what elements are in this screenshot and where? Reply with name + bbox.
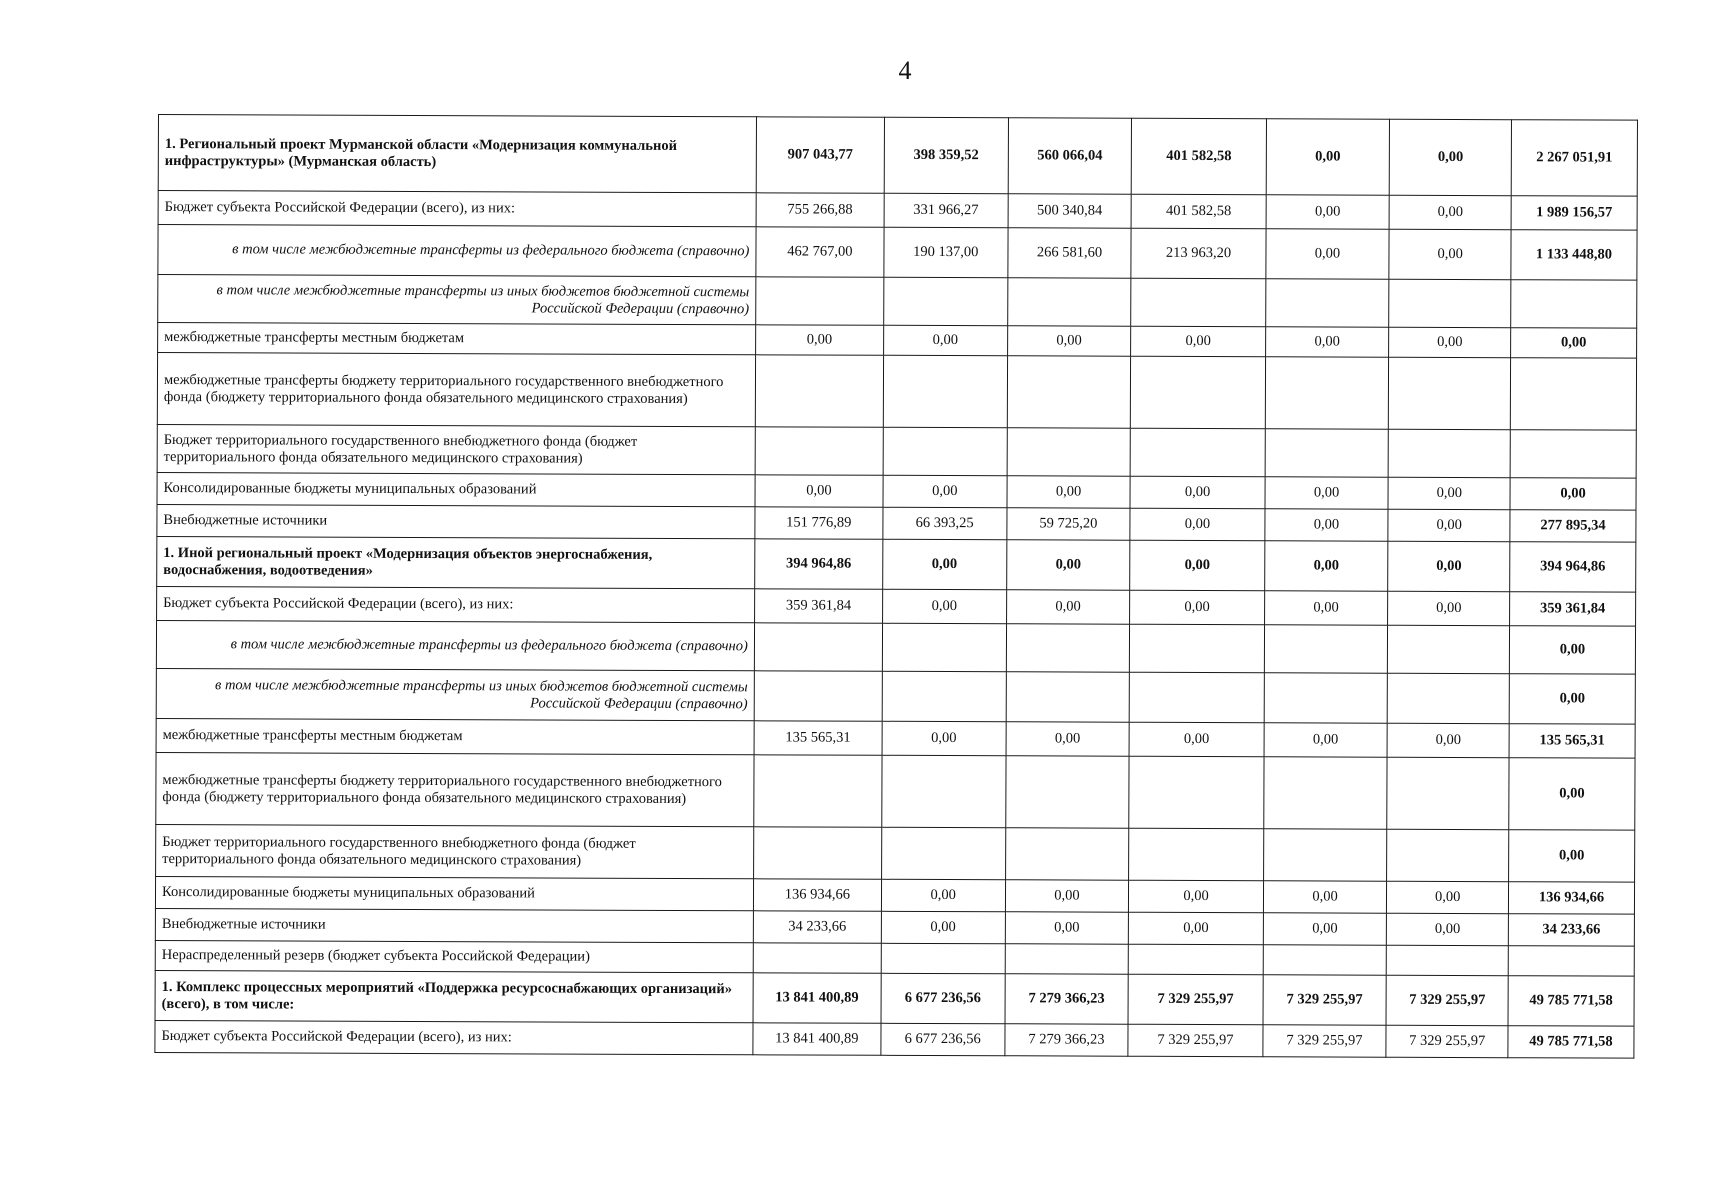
row-label: в том числе межбюджетные трансферты из иных бюджетов бюджетной системы Российской Федерации (справочно) bbox=[156, 668, 754, 720]
table-row bbox=[156, 668, 1635, 724]
value-cell: 401 582,58 bbox=[1132, 118, 1267, 195]
row-label: Бюджет субъекта Российской Федерации (всего), из них: bbox=[155, 1020, 753, 1054]
table-row bbox=[155, 970, 1634, 1026]
value-cell: 0,00 bbox=[1388, 509, 1510, 541]
table-row bbox=[157, 536, 1636, 592]
row-label: 1. Комплекс процессных мероприятий «Поддержка ресурсоснабжающих организаций» (всего), в том числе: bbox=[155, 970, 753, 1022]
value-cell: 0,00 bbox=[1266, 229, 1390, 279]
value-cell: 7 329 255,97 bbox=[1263, 975, 1387, 1025]
value-cell: 0,00 bbox=[1129, 912, 1263, 945]
value-cell bbox=[1263, 757, 1387, 829]
value-cell bbox=[1265, 357, 1389, 429]
value-cell: 190 137,00 bbox=[884, 227, 1008, 277]
row-label: Бюджет территориального государственного внебюджетного фонда (бюджет территориального фонда обязательного медицинского страхования) bbox=[156, 824, 754, 878]
value-cell: 0,00 bbox=[1129, 880, 1263, 913]
value-cell: 0,00 bbox=[1006, 540, 1130, 590]
value-cell: 66 393,25 bbox=[883, 507, 1007, 539]
value-cell: 0,00 bbox=[1265, 509, 1389, 541]
value-cell: 136 934,66 bbox=[753, 879, 881, 911]
value-cell bbox=[882, 755, 1006, 827]
value-cell bbox=[1130, 672, 1264, 723]
value-cell: 0,00 bbox=[1266, 119, 1390, 195]
value-cell bbox=[1389, 279, 1511, 327]
row-label: Нераспределенный резерв (бюджет субъекта Российской Федерации) bbox=[155, 940, 753, 972]
value-cell: 331 966,27 bbox=[884, 193, 1008, 227]
value-cell bbox=[1129, 756, 1264, 829]
value-cell bbox=[1131, 428, 1265, 477]
value-cell: 359 361,84 bbox=[754, 589, 882, 623]
total-cell bbox=[1510, 430, 1636, 478]
row-label: межбюджетные трансферты бюджету территориального государственного внебюджетного фонда (бюджету территориального фонда обязательного медицинского страхования) bbox=[156, 752, 754, 826]
value-cell: 394 964,86 bbox=[755, 539, 883, 589]
table-row bbox=[156, 824, 1635, 882]
value-cell bbox=[754, 671, 882, 721]
value-cell bbox=[1263, 829, 1387, 881]
value-cell: 0,00 bbox=[883, 539, 1007, 589]
value-cell bbox=[753, 827, 881, 879]
row-label: Бюджет субъекта Российской Федерации (всего), из них: bbox=[157, 586, 755, 622]
value-cell: 0,00 bbox=[755, 325, 883, 355]
value-cell: 0,00 bbox=[1130, 476, 1264, 509]
value-cell: 34 233,66 bbox=[753, 911, 881, 943]
value-cell: 560 066,04 bbox=[1008, 118, 1132, 194]
value-cell: 151 776,89 bbox=[755, 507, 883, 539]
value-cell bbox=[884, 277, 1008, 325]
value-cell: 0,00 bbox=[1389, 195, 1511, 229]
value-cell bbox=[882, 671, 1006, 721]
row-label: в том числе межбюджетные трансферты из иных бюджетов бюджетной системы Российской Федерации (справочно) bbox=[158, 275, 756, 325]
budget-table-body bbox=[155, 115, 1638, 1059]
table-row bbox=[157, 424, 1636, 478]
total-cell: 135 565,31 bbox=[1509, 724, 1635, 758]
total-cell: 0,00 bbox=[1509, 830, 1635, 882]
total-cell bbox=[1508, 946, 1634, 976]
value-cell: 0,00 bbox=[1129, 722, 1263, 757]
value-cell: 0,00 bbox=[1263, 881, 1387, 913]
row-label: Консолидированные бюджеты муниципальных образований bbox=[157, 472, 755, 506]
total-cell: 0,00 bbox=[1509, 626, 1635, 674]
value-cell: 0,00 bbox=[1005, 912, 1129, 944]
table-row bbox=[158, 275, 1637, 329]
value-cell bbox=[1131, 356, 1266, 429]
value-cell: 7 329 255,97 bbox=[1128, 1024, 1262, 1057]
value-cell: 398 359,52 bbox=[884, 117, 1008, 193]
value-cell: 0,00 bbox=[1389, 327, 1511, 357]
value-cell bbox=[755, 355, 883, 427]
value-cell bbox=[883, 427, 1007, 475]
value-cell: 0,00 bbox=[1265, 477, 1389, 509]
value-cell: 0,00 bbox=[883, 475, 1007, 507]
value-cell bbox=[1005, 756, 1129, 828]
table-row bbox=[155, 1020, 1634, 1058]
value-cell bbox=[1263, 945, 1387, 975]
table-row bbox=[157, 353, 1636, 431]
value-cell: 0,00 bbox=[882, 589, 1006, 623]
total-cell: 0,00 bbox=[1511, 328, 1637, 358]
table-row bbox=[156, 752, 1635, 830]
value-cell: 7 329 255,97 bbox=[1386, 1025, 1508, 1057]
table-row bbox=[156, 620, 1635, 674]
value-cell: 6 677 236,56 bbox=[881, 973, 1005, 1023]
total-cell: 0,00 bbox=[1509, 674, 1635, 724]
value-cell bbox=[1387, 945, 1509, 975]
total-cell: 1 133 448,80 bbox=[1511, 230, 1637, 280]
total-cell: 49 785 771,58 bbox=[1508, 976, 1634, 1026]
value-cell: 907 043,77 bbox=[756, 117, 884, 193]
value-cell: 13 841 400,89 bbox=[753, 973, 881, 1023]
value-cell bbox=[1387, 757, 1509, 829]
row-label: Внебюджетные источники bbox=[155, 908, 753, 942]
value-cell: 0,00 bbox=[1130, 590, 1264, 625]
row-label: 1. Региональный проект Мурманской области «Модернизация коммунальной инфраструктуры» (Мурманская область) bbox=[158, 115, 756, 193]
value-cell: 0,00 bbox=[881, 879, 1005, 911]
row-label: в том числе межбюджетные трансферты из федерального бюджета (справочно) bbox=[156, 620, 754, 670]
value-cell: 0,00 bbox=[1265, 327, 1389, 357]
row-label: межбюджетные трансферты бюджету территориального государственного внебюджетного фонда (бюджету территориального фонда обязательного медицинского страхования) bbox=[157, 353, 755, 427]
table-row bbox=[157, 586, 1636, 626]
value-cell: 0,00 bbox=[1387, 723, 1509, 757]
total-cell: 359 361,84 bbox=[1510, 592, 1636, 626]
value-cell: 0,00 bbox=[1388, 477, 1510, 509]
value-cell: 0,00 bbox=[1007, 326, 1131, 356]
value-cell bbox=[1265, 429, 1389, 477]
total-cell bbox=[1510, 358, 1636, 430]
total-cell: 1 989 156,57 bbox=[1511, 196, 1637, 230]
value-cell bbox=[881, 827, 1005, 879]
value-cell: 401 582,58 bbox=[1131, 194, 1265, 229]
row-label: межбюджетные трансферты местным бюджетам bbox=[158, 323, 756, 355]
value-cell bbox=[1007, 428, 1131, 476]
row-label: Консолидированные бюджеты муниципальных образований bbox=[155, 876, 753, 910]
value-cell: 0,00 bbox=[1264, 723, 1388, 757]
row-label: в том числе межбюджетные трансферты из федерального бюджета (справочно) bbox=[158, 225, 756, 277]
budget-table bbox=[154, 114, 1638, 1059]
value-cell bbox=[1264, 625, 1388, 673]
total-cell: 136 934,66 bbox=[1509, 882, 1635, 914]
value-cell bbox=[881, 943, 1005, 973]
total-cell: 2 267 051,91 bbox=[1511, 120, 1637, 196]
value-cell: 0,00 bbox=[1389, 229, 1511, 279]
value-cell: 135 565,31 bbox=[754, 721, 882, 755]
value-cell bbox=[1006, 672, 1130, 722]
table-row bbox=[158, 225, 1637, 281]
value-cell: 0,00 bbox=[1007, 476, 1131, 508]
total-cell: 277 895,34 bbox=[1510, 510, 1636, 542]
total-cell: 34 233,66 bbox=[1508, 914, 1634, 946]
value-cell bbox=[1389, 357, 1511, 429]
value-cell: 0,00 bbox=[1005, 880, 1129, 912]
value-cell: 0,00 bbox=[1263, 913, 1387, 945]
value-cell: 266 581,60 bbox=[1008, 228, 1132, 278]
value-cell: 7 329 255,97 bbox=[1263, 1025, 1387, 1057]
value-cell: 0,00 bbox=[1131, 326, 1265, 357]
table-row bbox=[158, 115, 1637, 197]
value-cell bbox=[755, 427, 883, 475]
value-cell: 0,00 bbox=[1264, 541, 1388, 591]
value-cell: 7 329 255,97 bbox=[1128, 974, 1262, 1025]
value-cell bbox=[1007, 356, 1131, 428]
total-cell: 0,00 bbox=[1509, 758, 1635, 830]
value-cell: 0,00 bbox=[1130, 540, 1264, 591]
value-cell bbox=[1129, 944, 1263, 975]
value-cell: 0,00 bbox=[1006, 722, 1130, 756]
value-cell bbox=[754, 755, 882, 827]
value-cell bbox=[754, 623, 882, 671]
value-cell bbox=[1005, 944, 1129, 974]
value-cell bbox=[1006, 624, 1130, 672]
row-label: межбюджетные трансферты местным бюджетам bbox=[156, 718, 754, 754]
total-cell bbox=[1511, 280, 1637, 328]
value-cell bbox=[882, 623, 1006, 671]
value-cell bbox=[1265, 279, 1389, 327]
value-cell bbox=[1389, 429, 1511, 477]
value-cell bbox=[1130, 624, 1264, 673]
table-row bbox=[158, 191, 1637, 231]
value-cell bbox=[883, 355, 1007, 427]
row-label: Бюджет субъекта Российской Федерации (всего), из них: bbox=[158, 191, 756, 227]
value-cell: 13 841 400,89 bbox=[753, 1023, 881, 1055]
value-cell bbox=[1388, 625, 1510, 673]
value-cell: 0,00 bbox=[882, 721, 1006, 755]
value-cell: 0,00 bbox=[1388, 541, 1510, 591]
total-cell: 49 785 771,58 bbox=[1508, 1026, 1634, 1058]
value-cell bbox=[1131, 278, 1265, 327]
value-cell: 462 767,00 bbox=[756, 227, 884, 277]
value-cell: 213 963,20 bbox=[1131, 228, 1265, 279]
value-cell bbox=[1387, 829, 1509, 881]
value-cell: 0,00 bbox=[1388, 591, 1510, 625]
value-cell: 7 279 366,23 bbox=[1005, 1024, 1129, 1056]
value-cell bbox=[753, 943, 881, 973]
value-cell: 0,00 bbox=[881, 911, 1005, 943]
total-cell: 0,00 bbox=[1510, 478, 1636, 510]
row-label: Бюджет территориального государственного внебюджетного фонда (бюджет территориального фонда обязательного медицинского страхования) bbox=[157, 424, 755, 474]
value-cell bbox=[1264, 673, 1388, 723]
value-cell: 0,00 bbox=[1130, 508, 1264, 541]
value-cell: 59 725,20 bbox=[1006, 508, 1130, 540]
value-cell: 0,00 bbox=[1390, 119, 1512, 195]
row-label: 1. Иной региональный проект «Модернизация объектов энергоснабжения, водоснабжения, водоотведения» bbox=[157, 536, 755, 588]
value-cell: 0,00 bbox=[1387, 913, 1509, 945]
value-cell: 0,00 bbox=[1387, 881, 1509, 913]
value-cell bbox=[756, 277, 884, 325]
table-row bbox=[156, 718, 1635, 758]
page-number: 4 bbox=[898, 56, 912, 85]
value-cell: 6 677 236,56 bbox=[881, 1023, 1005, 1055]
value-cell: 0,00 bbox=[1006, 590, 1130, 624]
value-cell bbox=[1129, 828, 1263, 881]
value-cell bbox=[1005, 828, 1129, 880]
row-label: Внебюджетные источники bbox=[157, 504, 755, 538]
value-cell bbox=[1007, 278, 1131, 326]
value-cell bbox=[1388, 673, 1510, 723]
value-cell: 0,00 bbox=[1266, 195, 1390, 229]
value-cell: 0,00 bbox=[883, 325, 1007, 355]
value-cell: 755 266,88 bbox=[756, 193, 884, 227]
value-cell: 0,00 bbox=[755, 475, 883, 507]
value-cell: 7 279 366,23 bbox=[1005, 974, 1129, 1024]
total-cell: 394 964,86 bbox=[1510, 542, 1636, 592]
value-cell: 7 329 255,97 bbox=[1386, 975, 1508, 1025]
value-cell: 500 340,84 bbox=[1008, 194, 1132, 228]
value-cell: 0,00 bbox=[1264, 591, 1388, 625]
